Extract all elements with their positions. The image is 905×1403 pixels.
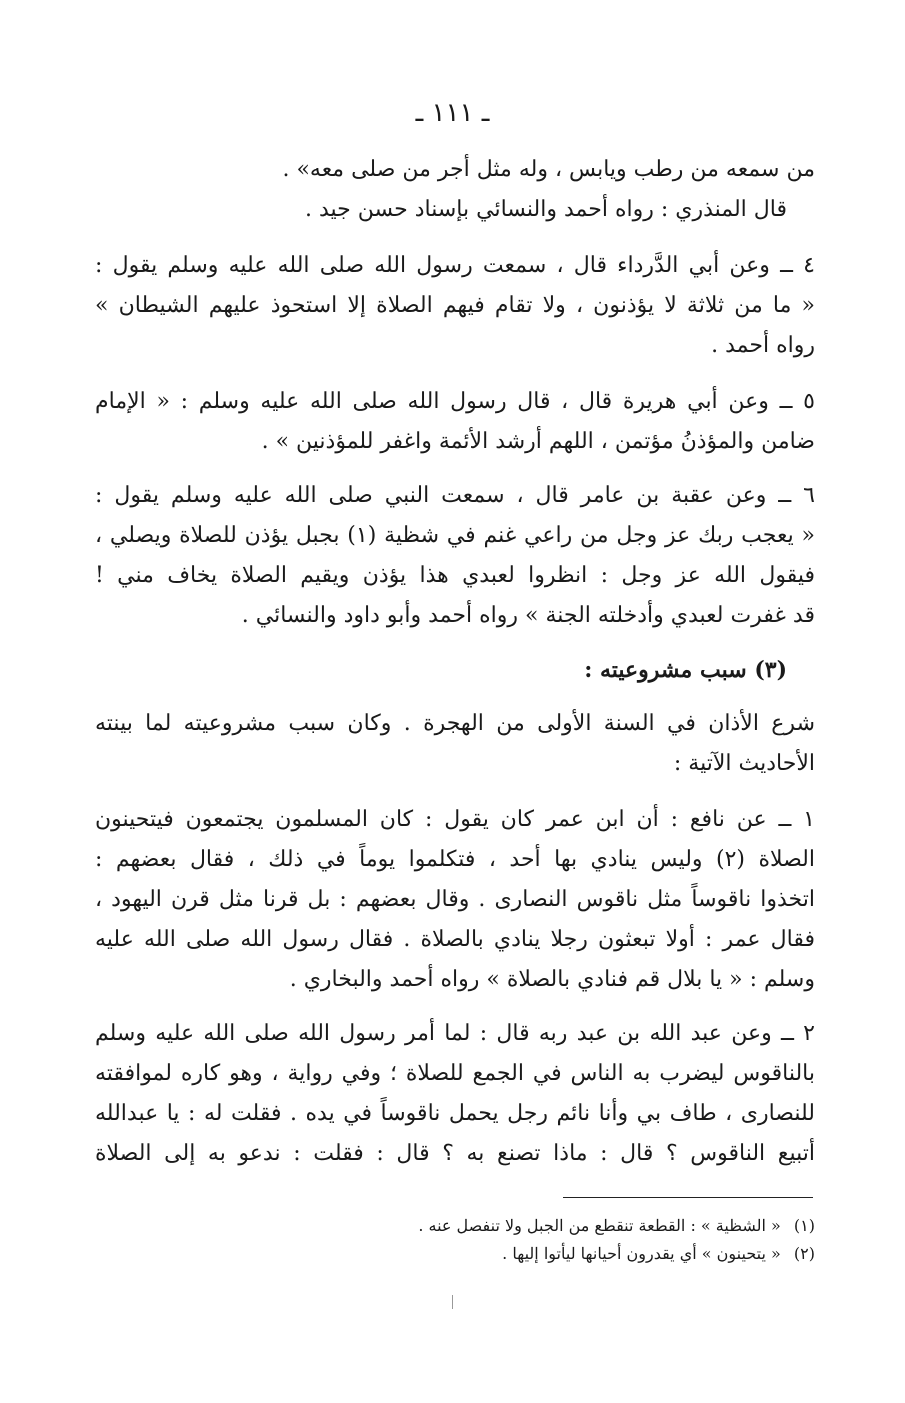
footnote-text: « الشظية » : القطعة تنقطع من الجبل ولا تنفصل عنه .	[418, 1216, 781, 1235]
footnote-2	[95, 1240, 815, 1268]
hadith-4	[95, 246, 815, 366]
text-line: « يعجب ربك عز وجل من راعي غنم في شظية (١) بجبل يؤذن للصلاة ويصلي ،	[95, 523, 815, 548]
text-line: قال المنذري : رواه أحمد والنسائي بإسناد حسن جيد .	[304, 197, 787, 222]
text-line: ١ ــ عن نافع : أن ابن عمر كان يقول : كان المسلمون يجتمعون فيتحينون	[95, 807, 815, 832]
text-line: الصلاة (٢) وليس ينادي بها أحد ، فتكلموا يوماً في ذلك ، فقال بعضهم :	[95, 847, 815, 872]
footnote-number: (٢)	[793, 1244, 815, 1263]
text-line: أتبيع الناقوس ؟ قال : ماذا تصنع به ؟ قال : فقلت : ندعو به إلى الصلاة	[95, 1141, 815, 1166]
footnote-number: (١)	[793, 1216, 815, 1235]
paragraph-mundhiri	[95, 190, 815, 230]
text-line: الأحاديث الآتية :	[673, 751, 815, 776]
page-number: ـ ١١١ ـ	[415, 98, 490, 128]
text-line: ٢ ــ وعن عبد الله بن عبد ربه قال : لما أمر رسول الله صلى الله عليه وسلم	[95, 1021, 815, 1046]
text-line: ٤ ــ وعن أبي الدَّرداء قال ، سمعت رسول الله صلى الله عليه وسلم يقول :	[95, 253, 815, 278]
text-line: ٥ ــ وعن أبي هريرة قال ، قال رسول الله صلى الله عليه وسلم : « الإمام	[95, 389, 815, 414]
text-line: من سمعه من رطب ويابس ، وله مثل أجر من صلى معه» .	[282, 157, 815, 182]
section-heading: (٣) سبب مشروعيته :	[584, 657, 787, 683]
footnote-divider	[563, 1197, 813, 1198]
hadith-nafi	[95, 800, 815, 1000]
text-line: « ما من ثلاثة لا يؤذنون ، ولا تقام فيهم الصلاة إلا استحوذ عليهم الشيطان »	[95, 293, 815, 318]
text-line: شرع الأذان في السنة الأولى من الهجرة . وكان سبب مشروعيته لما بينته	[95, 711, 815, 736]
text-line: وسلم : « يا بلال قم فنادي بالصلاة » رواه أحمد والبخاري .	[289, 967, 815, 992]
text-line: اتخذوا ناقوساً مثل ناقوس النصارى . وقال بعضهم : بل قرنا مثل قرن اليهود ،	[95, 887, 815, 912]
text-line: للنصارى ، طاف بي وأنا نائم رجل يحمل ناقوساً في يده . فقلت له : يا عبدالله	[95, 1101, 815, 1126]
paragraph-origin	[95, 704, 815, 784]
text-line: فقال عمر : أولا تبعثون رجلا ينادي بالصلاة . فقال رسول الله صلى الله عليه	[95, 927, 815, 952]
footnotes	[95, 1212, 815, 1268]
text-line: بالناقوس ليضرب به الناس في الجمع للصلاة ؛ وفي رواية ، وهو كاره لموافقته	[95, 1061, 815, 1086]
hadith-abdullah	[95, 1014, 815, 1174]
paragraph-continuation	[95, 150, 815, 190]
main-text	[95, 150, 815, 1184]
scan-artifact	[452, 1295, 453, 1309]
text-line: ضامن والمؤذنُ مؤتمن ، اللهم أرشد الأئمة واغفر للمؤذنين » .	[261, 429, 815, 454]
text-line: فيقول الله عز وجل : انظروا لعبدي هذا يؤذن ويقيم الصلاة يخاف مني !	[95, 563, 815, 588]
text-line: رواه أحمد .	[711, 333, 815, 358]
footnote-text: « يتحينون » أي يقدرون أحيانها ليأتوا إليها .	[502, 1244, 781, 1263]
text-line: قد غفرت لعبدي وأدخلته الجنة » رواه أحمد وأبو داود والنسائي .	[241, 603, 815, 628]
hadith-5	[95, 382, 815, 462]
footnote-1	[95, 1212, 815, 1240]
text-line: ٦ ــ وعن عقبة بن عامر قال ، سمعت النبي صلى الله عليه وسلم يقول :	[95, 483, 815, 508]
hadith-6	[95, 476, 815, 636]
